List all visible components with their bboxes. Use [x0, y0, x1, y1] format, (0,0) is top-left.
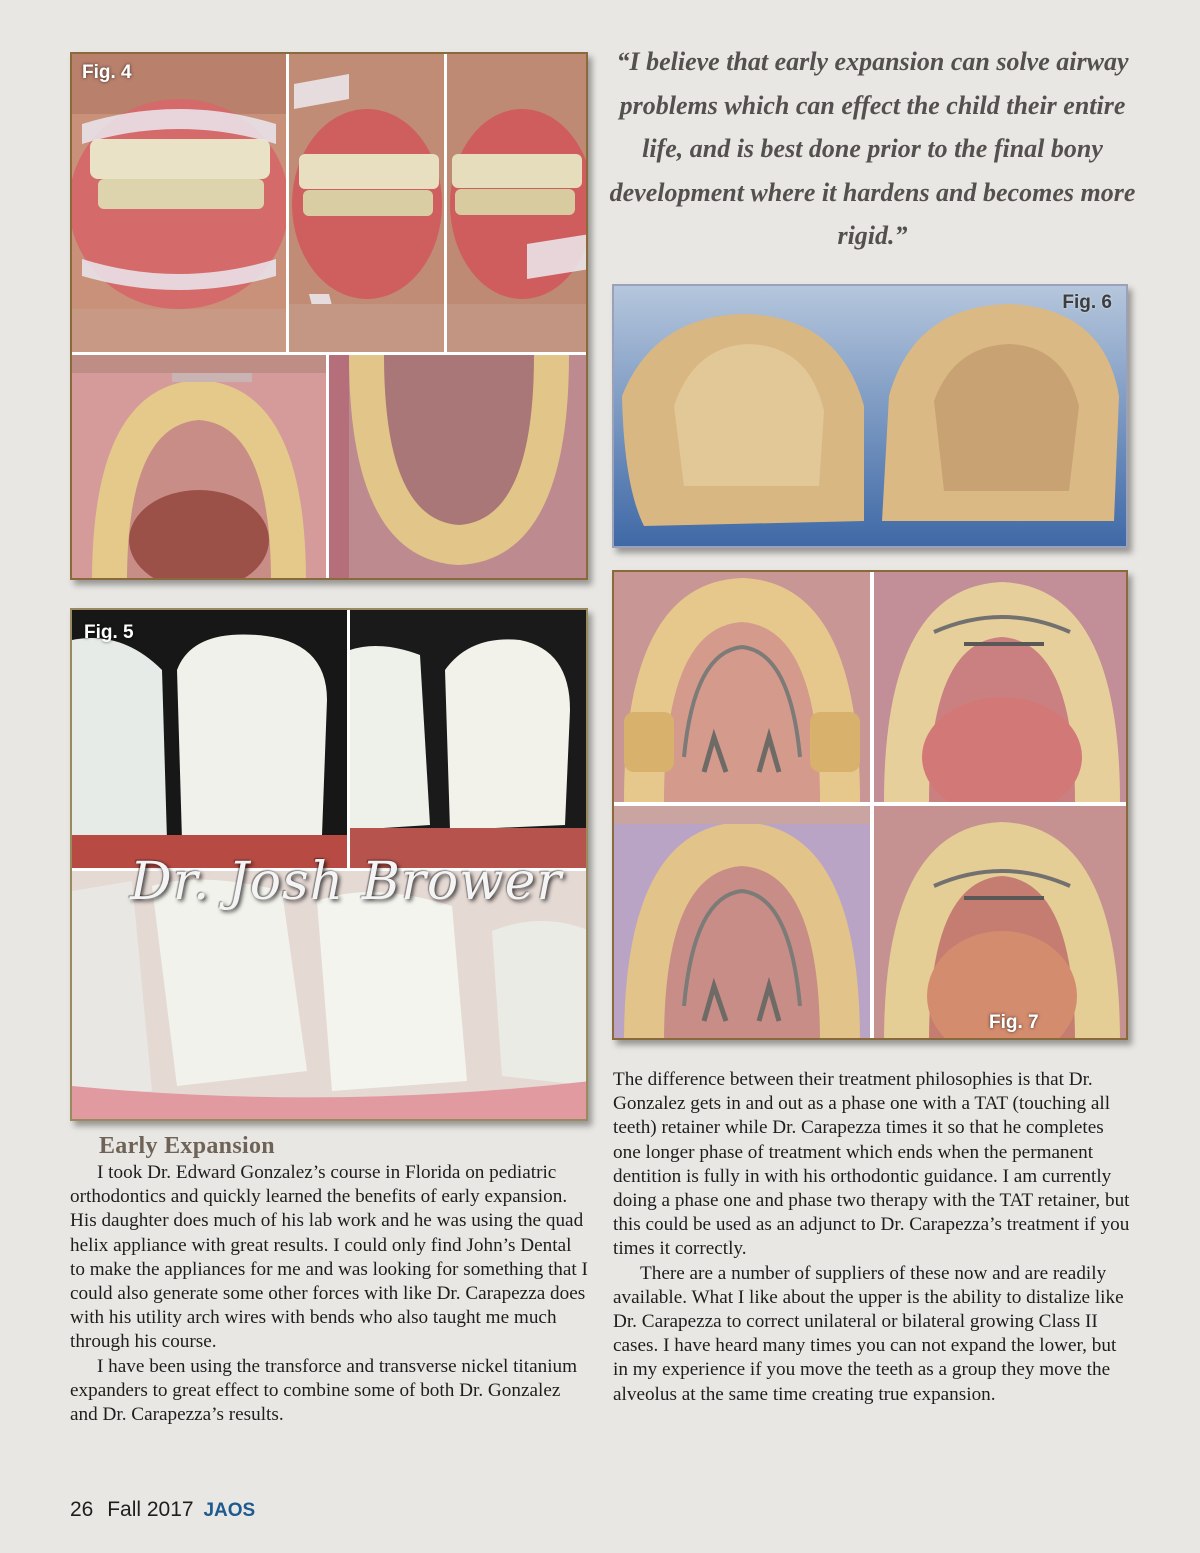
left-paragraph-1: I took Dr. Edward Gonzalez’s course in Florida on pediatric orthodontics and quickly learned the benefits of early expansion. His daughter does much of his lab work and he was using the quad helix appliance with great results. I could only find John’s Dental to make the appliances for me and was looking for something that I could also generate some other forces with like Dr. Carapezza does with his utility arch wires with bends who also taught me much through his course.	[70, 1162, 588, 1353]
fig4-photo-lower-arch	[329, 355, 588, 580]
fig7-photo-upper-appliance-2	[614, 806, 870, 1040]
figure-6	[612, 284, 1128, 548]
right-column	[613, 1068, 1130, 1407]
fig4-photo-right-bite	[289, 54, 444, 352]
fig4-photo-front-smile	[72, 54, 286, 352]
fig5-photo-before-veneer	[72, 610, 347, 868]
left-column	[70, 1161, 590, 1427]
right-paragraph-2: There are a number of suppliers of these now and are readily available. What I like about the upper is the ability to distalize like Dr. Carapezza to correct unilateral or bilateral growing Class II cases. I have heard many times you can not expand the lower, but in my experience if you move the teeth as a group they move the alveolus at the same time creating true expansion.	[613, 1262, 1124, 1405]
figure-4	[70, 52, 588, 580]
figure-7-label: Fig. 7	[989, 1012, 1039, 1033]
fig5-photo-after-veneer	[350, 610, 588, 868]
fig7-photo-upper-appliance-1	[614, 572, 870, 802]
fig4-photo-left-bite	[447, 54, 588, 352]
figure-5-label: Fig. 5	[84, 622, 134, 643]
fig6-photo-study-models	[614, 286, 1126, 546]
fig4-photo-upper-arch	[72, 355, 326, 580]
figure-6-label: Fig. 6	[1062, 292, 1112, 313]
journal-name: JAOS	[203, 1500, 256, 1521]
page-footer	[70, 1498, 255, 1522]
right-paragraph-1: The difference between their treatment philosophies is that Dr. Gonzalez gets in and out as a phase one with a TAT (touching all teeth) retainer while Dr. Carapezza times it so that he completes one longer phase of treatment which ends when the permanent dentition is fully in with his orthodontic guidance. I am currently doing a phase one and phase two therapy with the TAT retainer, but this could be used as an adjunct to Dr. Carapezza’s treatment if you times it correctly.	[613, 1069, 1130, 1260]
left-paragraph-2: I have been using the transforce and transverse nickel titanium expanders to great effect to combine some of both Dr. Gonzalez and Dr. Carapezza’s results.	[70, 1355, 578, 1426]
fig7-photo-lower-appliance-1	[874, 572, 1128, 802]
fig7-photo-lower-appliance-2	[874, 806, 1128, 1040]
issue-date: Fall 2017	[107, 1498, 194, 1521]
figure-5	[70, 608, 588, 1121]
figure-7	[612, 570, 1128, 1040]
pull-quote: “I believe that early expansion can solve airway problems which can effect the child their entire life, and is best done prior to the final bony development where it hardens and becomes more rigid.”	[609, 47, 1136, 250]
photographer-watermark: Dr. Josh Brower	[130, 852, 563, 912]
figure-4-label: Fig. 4	[82, 62, 132, 83]
section-heading: Early Expansion	[99, 1133, 275, 1159]
page-number: 26	[70, 1498, 94, 1521]
